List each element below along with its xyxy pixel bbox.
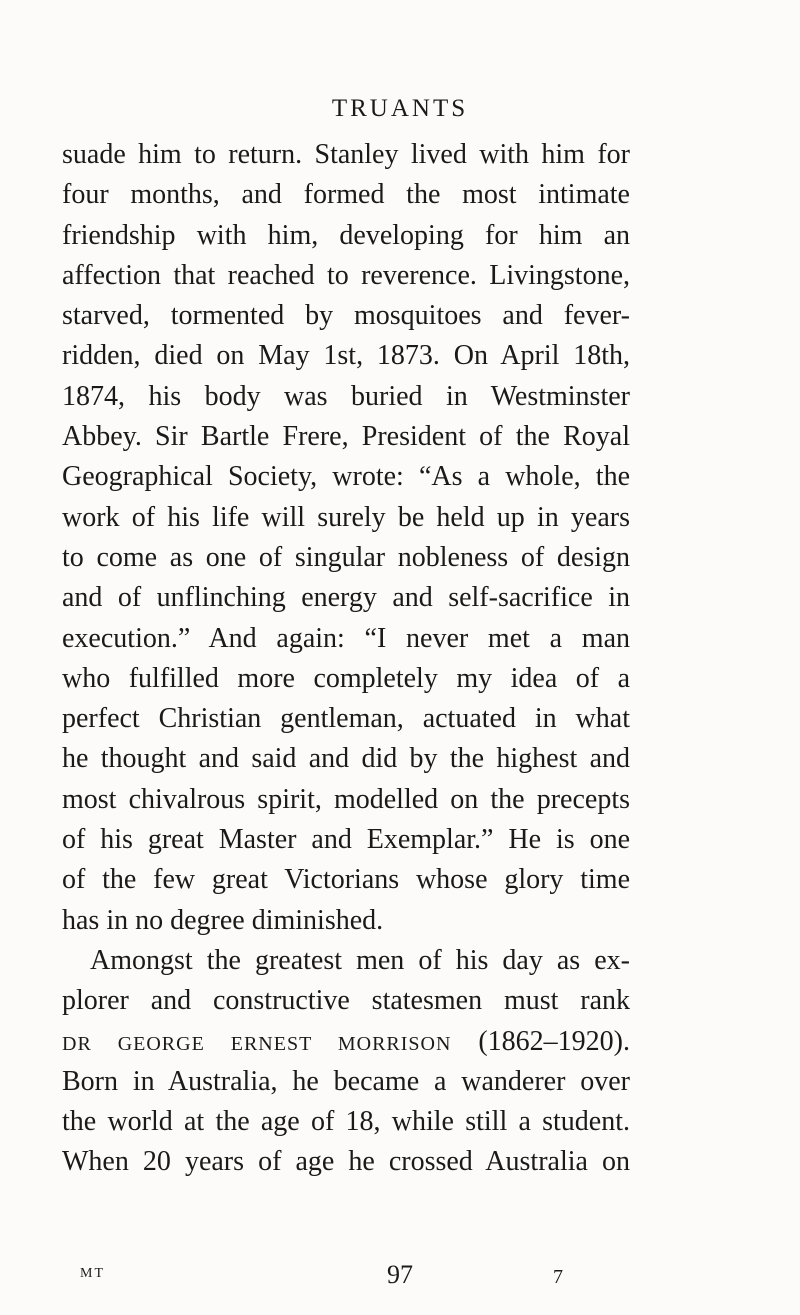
text-line: has in no degree diminished. xyxy=(62,904,384,936)
person-name-smallcaps: DR GEORGE ERNEST MORRISON xyxy=(62,1032,452,1055)
text-line: plorer and constructive statesmen must rank xyxy=(62,985,630,1017)
text-line: execution.” And again: “I never met a man xyxy=(62,622,630,654)
text-line: and of unflinching energy and self-sacrifice in xyxy=(62,582,630,614)
text-line: most chivalrous spirit, modelled on the precepts xyxy=(62,783,630,815)
text-line: who fulfilled more completely my idea of a xyxy=(62,662,630,694)
text-line: friendship with him, developing for him an xyxy=(62,219,630,251)
text-line: affection that reached to reverence. Livingstone, xyxy=(62,259,630,291)
body-text xyxy=(62,135,630,1183)
text-line: perfect Christian gentleman, actuated in what xyxy=(62,703,630,735)
life-dates: (1862–1920). xyxy=(451,1025,630,1057)
text-line: Born in Australia, he became a wanderer over xyxy=(62,1065,630,1097)
text-line: four months, and formed the most intimate xyxy=(62,179,630,211)
paragraph xyxy=(62,941,630,1183)
text-line: to come as one of singular nobleness of design xyxy=(62,541,630,573)
text-line: When 20 years of age he crossed Australia on xyxy=(62,1146,630,1178)
text-line: work of his life will surely be held up in years xyxy=(62,501,630,533)
sheet-number: 7 xyxy=(553,1266,563,1288)
page-footer xyxy=(0,1260,800,1300)
text-line: Amongst the greatest men of his day as ex- xyxy=(90,944,630,976)
text-line: suade him to return. Stanley lived with him for xyxy=(62,139,630,170)
paragraph xyxy=(62,135,630,941)
text-line xyxy=(62,1022,630,1062)
text-line: Abbey. Sir Bartle Frere, President of the Royal xyxy=(62,421,630,453)
text-line: Geographical Society, wrote: “As a whole, the xyxy=(62,461,630,493)
text-line: 1874, his body was buried in Westminster xyxy=(62,380,630,412)
page-number: 97 xyxy=(387,1260,413,1289)
text-line: ridden, died on May 1st, 1873. On April 18th, xyxy=(62,340,630,372)
running-head: TRUANTS xyxy=(331,95,469,122)
text-line: of his great Master and Exemplar.” He is one xyxy=(62,824,630,856)
text-line: he thought and said and did by the highest and xyxy=(62,743,630,775)
signature-mark: MT xyxy=(80,1266,105,1281)
text-line: starved, tormented by mosquitoes and fever- xyxy=(62,300,630,332)
text-line: the world at the age of 18, while still a student. xyxy=(62,1106,630,1138)
text-line: of the few great Victorians whose glory time xyxy=(62,864,630,896)
